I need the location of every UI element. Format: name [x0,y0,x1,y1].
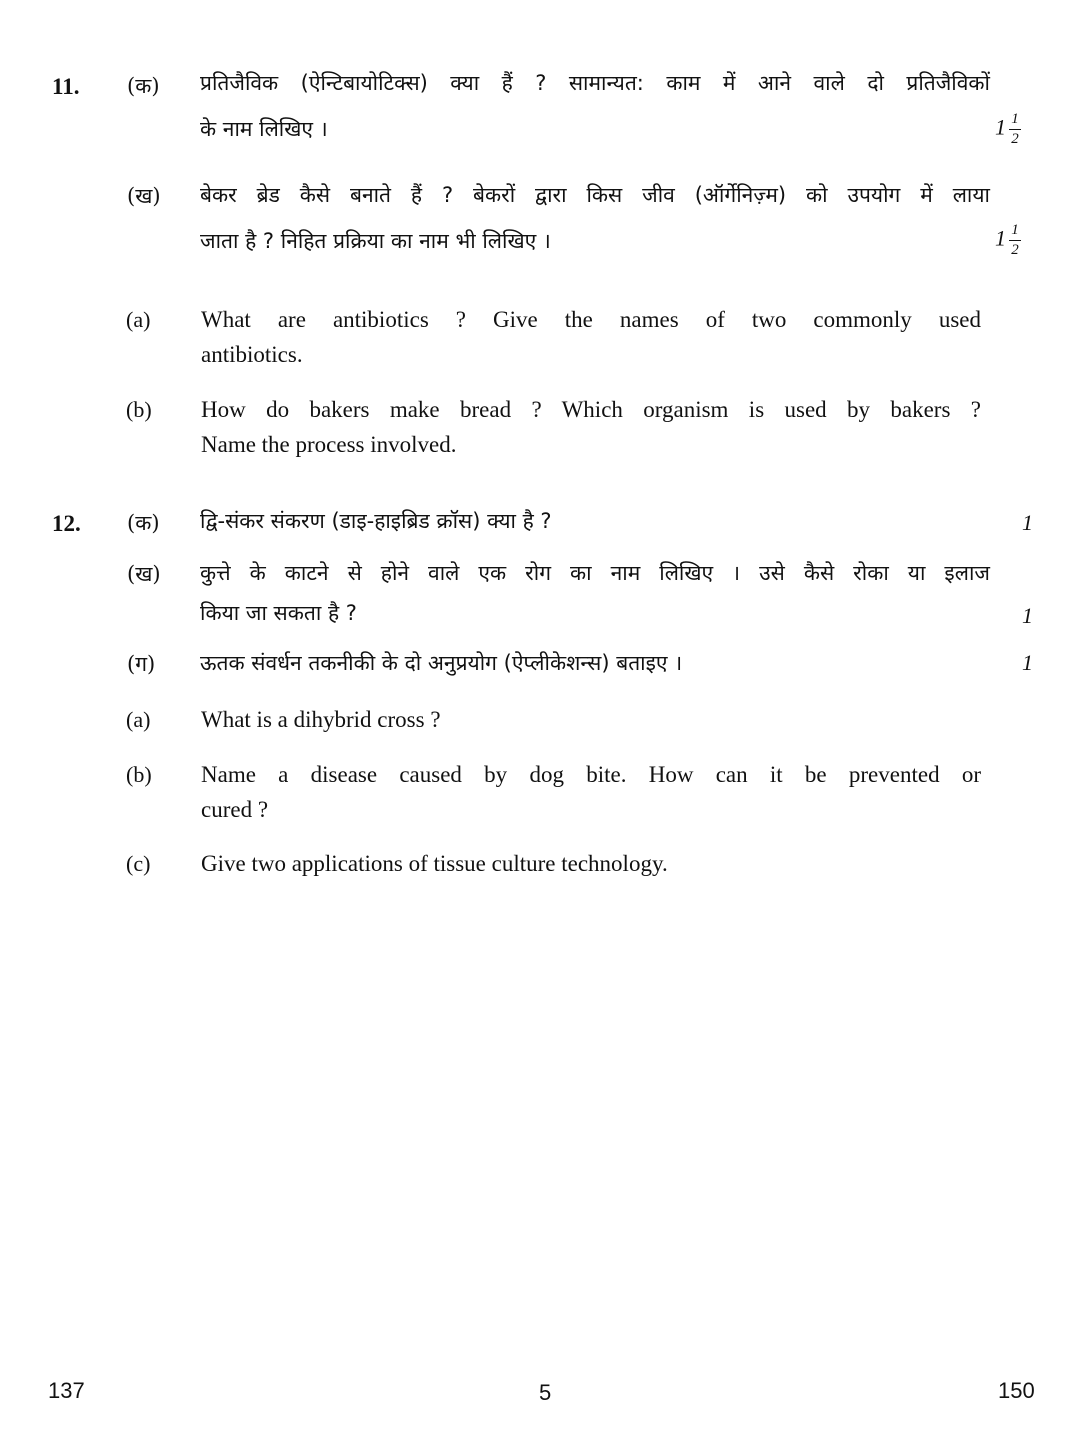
sub-label: (ग) [127,652,156,676]
marks [995,223,1021,258]
text-line: cured ? [201,797,269,822]
hindi-question-text [200,640,990,686]
question-number: 12. [52,511,81,536]
text-line: द्वि-संकर संकरण (डाइ-हाइब्रिड क्रॉस) क्या है ? [200,509,552,533]
hindi-question-text [200,172,990,264]
marks: 1 [1022,510,1033,535]
sub-label: (क) [127,74,160,98]
text-line: Give two applications of tissue culture technology. [201,851,668,876]
marks-whole: 1 [995,114,1006,140]
marks-denominator: 2 [1011,242,1019,258]
sub-label: (ख) [127,562,161,586]
footer-code-left: 137 [48,1378,85,1403]
marks-numerator: 1 [1011,222,1019,238]
text-line: What is a dihybrid cross ? [201,707,441,732]
text-line: Name the process involved. [201,432,457,457]
question-number: 11. [52,74,80,99]
sub-label: (a) [126,707,151,732]
sub-label: (क) [127,511,160,535]
text-line: ऊतक संवर्धन तकनीकी के दो अनुप्रयोग (ऐप्लीकेशन्स) बताइए । [200,651,683,675]
text-line: बेकर ब्रेड कैसे बनाते हैं ? बेकरों द्वारा किस जीव (ऑर्गेनिज़्म) को उपयोग में लाया [200,183,990,207]
marks-fraction [1009,112,1021,147]
sub-label: (a) [126,307,151,332]
english-question-text [201,392,981,462]
text-line: जाता है ? निहित प्रक्रिया का नाम भी लिखिए । [200,229,551,253]
text-line: प्रतिजैविक (ऐन्टिबायोटिक्स) क्या हैं ? सामान्यत: काम में आने वाले दो प्रतिजैविकों [200,71,990,95]
text-line: antibiotics. [201,342,303,367]
english-question-text [201,702,981,737]
page-number: 5 [539,1380,552,1405]
english-question-text [201,846,981,881]
fraction-bar [1009,240,1021,241]
text-line: कुत्ते के काटने से होने वाले एक रोग का नाम लिखिए । उसे कैसे रोका या इलाज [200,561,990,585]
sub-label: (ख) [127,184,161,208]
text-line: किया जा सकता है ? [200,601,357,625]
marks-fraction [1009,223,1021,258]
sub-label: (b) [126,762,152,787]
english-question-text [201,302,981,372]
english-question-text [201,757,981,827]
hindi-question-text [200,60,990,152]
marks-numerator: 1 [1011,111,1019,127]
sub-label: (c) [126,851,151,876]
hindi-question-text [200,498,990,544]
hindi-question-text [200,550,990,636]
text-line: What are antibiotics ? Give the names of two commonly used [201,307,981,332]
text-line: Name a disease caused by dog bite. How can it be prevented or [201,762,981,787]
text-line: के नाम लिखिए । [200,117,328,141]
marks: 1 [1022,603,1033,628]
marks [995,112,1021,147]
footer-code-right: 150 [998,1378,1035,1403]
marks-denominator: 2 [1011,131,1019,147]
text-line: How do bakers make bread ? Which organism is used by bakers ? [201,397,981,422]
marks: 1 [1022,650,1033,675]
sub-label: (b) [126,397,152,422]
fraction-bar [1009,129,1021,130]
marks-whole: 1 [995,225,1006,251]
